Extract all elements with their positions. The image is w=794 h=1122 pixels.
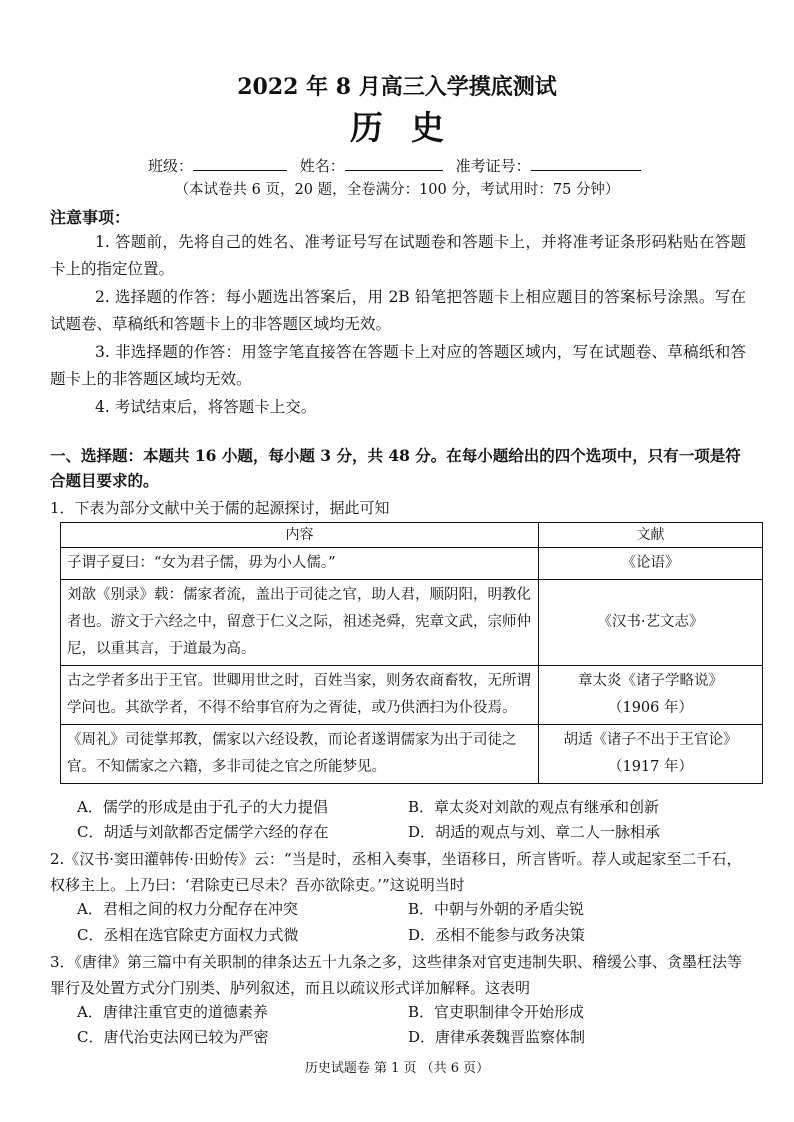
ticket-label: 准考证号： [455,157,531,175]
q1-option-a: A．儒学的形成是由于孔子的大力提倡 [77,798,328,816]
note-item: 4. 考试结束后，将答题卡上交。 [95,398,317,416]
sources-table [60,522,763,784]
q2-option-d: D．丞相不能参与政务决策 [408,926,586,944]
row-source: 《论语》 [539,548,763,580]
row-source: 《汉书·艺文志》 [539,580,763,666]
row-source: 章太炎《诸子学略说》 [578,673,723,689]
q2-option-a: A．君相之间的权力分配存在冲突 [77,900,298,918]
ticket-blank [531,156,641,171]
row-source-cell [539,666,763,725]
page-footer: 历史试题卷 第 1 页 （共 6 页） [304,1061,490,1076]
question-1-stem: 1．下表为部分文献中关于儒的起源探讨，据此可知 [50,499,390,517]
notes-heading: 注意事项： [50,208,131,227]
header-content: 内容 [61,523,539,548]
note-item: 3. 非选择题的作答：用签字笔直接答在答题卡上对应的答题区域内，写在试题卷、草稿纸和答题卡上的非答题区域均无效。 [50,343,746,388]
table-row [61,580,763,666]
table-row [61,548,763,580]
q3-option-a: A．唐律注重官吏的道德素养 [77,1003,268,1021]
class-blank [193,156,287,171]
q1-option-b: B．章太炎对刘歆的观点有继承和创新 [408,798,660,816]
q2-option-b: B．中朝与外朝的矛盾尖锐 [408,900,585,918]
row-content: 古之学者多出于王官。世卿用世之时，百姓当家，则务农商畜牧，无所谓学问也。其欲学者，不得不给事官府为之胥徒，或乃供洒扫为仆役焉。 [61,666,539,725]
row-year: （1917 年） [607,759,693,775]
q3-option-d: D．唐律承袭魏晋监察体制 [408,1028,586,1046]
row-source-cell [539,725,763,784]
question-3-stem: 3．《唐律》第三篇中有关职制的律条达五十九条之多，这些律条对官吏违制失职、稽缓公事、贪墨枉法等罪行及处置方式分门别类、胪列叙述，而且以疏议形式详加解释。这表明 [50,953,743,997]
row-content: 《周礼》司徒掌邦教，儒家以六经设教，而论者遂谓儒家为出于司徒之官。不知儒家之六籍，多非司徒之官之所能梦见。 [61,725,539,784]
exam-title: 2022 年 8 月高三入学摸底测试 [237,74,557,100]
header-source: 文献 [539,523,763,548]
q1-option-d: D．胡适的观点与刘、章二人一脉相承 [408,823,661,841]
subject-title: 历史 [350,108,472,147]
section-heading: 一、选择题：本题共 16 小题，每小题 3 分，共 48 分。在每小题给出的四个选项中，只有一项是符合题目要求的。 [50,446,741,490]
row-year: （1906 年） [607,700,693,716]
row-content: 子谓子夏曰：“女为君子儒，毋为小人儒。” [61,548,539,580]
q3-option-b: B．官吏职制律令开始形成 [408,1003,585,1021]
q3-option-c: C．唐代治吏法网已较为严密 [77,1028,269,1046]
name-label: 姓名： [299,157,345,175]
q1-option-c: C．胡适与刘歆都否定儒学六经的存在 [77,823,329,841]
q2-option-c: C．丞相在选官除吏方面权力式微 [77,926,299,944]
class-label: 班级： [148,157,194,175]
question-2-stem: 2.《汉书·窦田灌韩传·田蚡传》云：“当是时，丞相入奏事，坐语移日，所言皆听。荐人或起家至二千石，权移主上。上乃曰：‘君除吏已尽未？吾亦欲除吏。’”这说明当时 [50,850,742,894]
note-item: 1. 答题前，先将自己的姓名、准考证号写在试题卷和答题卡上，并将准考证条形码粘贴在答题卡上的指定位置。 [50,233,746,278]
name-blank [345,156,443,171]
note-item: 2. 选择题的作答：每小题选出答案后，用 2B 铅笔把答题卡上相应题目的答案标号涂黑。写在试题卷、草稿纸和答题卡上的非答题区域均无效。 [50,288,746,333]
row-source: 胡适《诸子不出于王官论》 [563,732,738,748]
table-row [61,725,763,784]
table-header-row [61,523,763,548]
exam-note: （本试卷共 6 页，20 题，全卷满分：100 分，考试用时：75 分钟） [174,182,620,198]
table-row [61,666,763,725]
candidate-info-line [148,155,649,176]
row-content: 刘歆《别录》载：儒家者流，盖出于司徒之官，助人君，顺阴阳，明教化者也。游文于六经之中，留意于仁义之际，祖述尧舜，宪章文武，宗师仲尼，以重其言，于道最为高。 [61,580,539,666]
